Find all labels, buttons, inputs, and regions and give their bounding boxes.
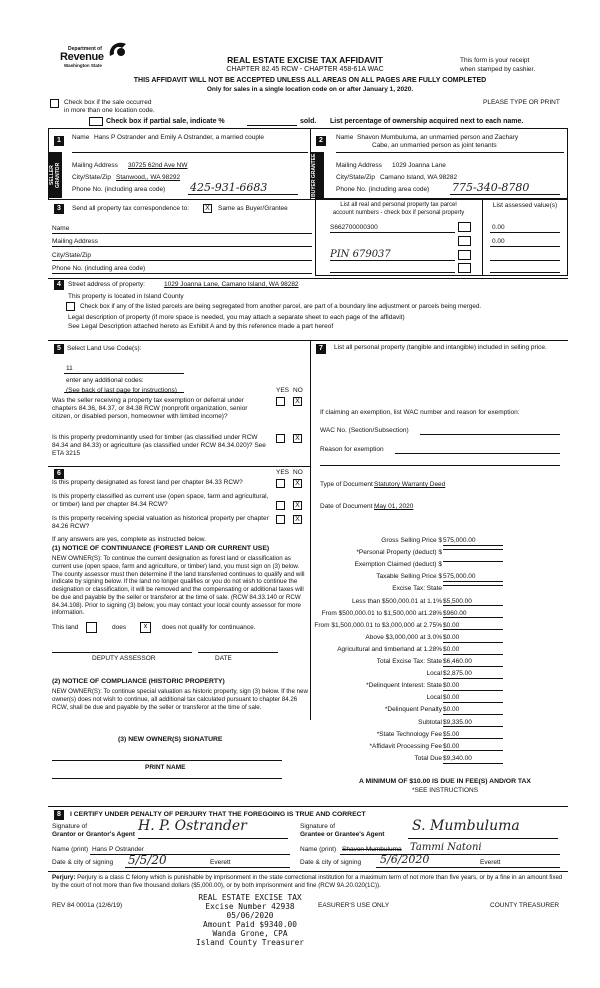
s5-q2-yes[interactable] — [276, 434, 285, 443]
tax-gross-selling-price-label: Gross Selling Price $ — [381, 537, 442, 544]
assessed-value-2[interactable]: 0.00 — [492, 238, 505, 245]
section-5-number: 5 — [54, 344, 64, 354]
column-divider — [310, 340, 311, 720]
s5-q1-yes[interactable] — [276, 397, 285, 406]
section-8-number: 8 — [54, 810, 64, 820]
doc-type-label: Type of Document — [320, 481, 373, 488]
tax-exemption-claimed-label: Exemption Claimed (deduct) $ — [354, 561, 442, 569]
certify-statement: I CERTIFY UNDER PENALTY OF PERJURY THAT THE FOREGOING IS TRUE AND CORRECT — [70, 811, 366, 818]
treasurer-stamp — [180, 894, 320, 948]
tax-bracket-2-label: From $500,000.01 to $1,500,000 at1.28% — [321, 609, 442, 617]
stamp-line: Excise Number 42938 — [205, 901, 295, 911]
grantee-name-print[interactable]: Tammi Natoni — [410, 842, 482, 853]
section-6-line — [48, 466, 310, 467]
tax-excise-state-header-label: Excise Tax: State — [392, 585, 442, 593]
grantor-city[interactable]: Everett — [210, 859, 231, 866]
see-legal-description: See Legal Description attached hereto as Exhibit A and by this reference made a part hereof — [68, 323, 334, 330]
s6-no-header: NO — [293, 469, 303, 476]
revenue-logo — [60, 38, 130, 70]
buyer-side-label: BUYER GRANTEE — [311, 152, 324, 198]
logo-word: Revenue — [60, 51, 104, 63]
grantor-signature[interactable]: H. P. Ostrander — [138, 818, 247, 834]
tax-total-excise-state-label: Total Excise Tax: State — [376, 658, 442, 665]
partial-sale-line[interactable] — [247, 125, 297, 126]
section-6-number: 6 — [54, 469, 64, 479]
tax-bracket-3-value[interactable]: $0.00 — [443, 622, 503, 631]
grantor-sig-label-1: Signature of — [52, 823, 88, 830]
does-not-label: does not qualify for continuance. — [162, 624, 256, 631]
s6-yes-header: YES — [276, 469, 290, 476]
tax-subtotal-label: Subtotal — [418, 718, 442, 726]
tax-bracket-3-label: From $1,500,000.01 to $3,000,000 at 2.75% — [314, 621, 442, 629]
personal-property-checkbox-3[interactable] — [458, 250, 471, 260]
seller-name[interactable]: Hans P Ostrander and Emily A Ostrander, a married couple — [94, 134, 265, 141]
s5-q1-no[interactable]: X — [293, 397, 302, 406]
seller-city-label: City/State/Zip — [72, 174, 112, 181]
s6-q2-no[interactable]: X — [293, 501, 302, 510]
same-as-buyer-checkbox[interactable]: X — [203, 204, 212, 213]
grantor-name-print-label: Name (print) — [52, 846, 89, 853]
grantee-city[interactable]: Everett — [480, 859, 501, 866]
exemption-claim-label: If claiming an exemption, list WAC number and reason for exemption: — [320, 409, 520, 416]
send-correspondence-label: Send all property tax correspondence to: — [72, 205, 190, 212]
tax-taxable-selling-price-label: Taxable Selling Price $ — [376, 573, 442, 581]
tax-agricultural-label: Agricultural and timberland at 1.28% — [337, 645, 442, 653]
land-use-label: Select Land Use Code(s): — [67, 345, 142, 352]
buyer-city-label: City/State/Zip — [336, 174, 376, 181]
tax-total-due-value[interactable]: $9,340.00 — [443, 755, 503, 764]
tax-delinquent-penalty-value[interactable]: $0.00 — [443, 706, 503, 715]
seller-mailing-label: Mailing Address — [72, 162, 118, 169]
s6-q3-no[interactable]: X — [293, 515, 302, 524]
multi-location-checkbox[interactable] — [50, 99, 59, 108]
tax-delinquent-local-label: Local — [426, 694, 442, 702]
tax-delinquent-interest-value[interactable]: $0.00 — [443, 682, 503, 691]
s3-name-label: Name — [52, 225, 70, 232]
does-checkbox[interactable] — [86, 622, 97, 633]
s3-city-label: City/State/Zip — [52, 252, 92, 259]
buyer-name-2[interactable]: Cabe, an unmarried person as joint tenants — [372, 142, 497, 149]
additional-codes-label: enter any additional codes: — [66, 377, 144, 384]
s3-mailing-label: Mailing Address — [52, 238, 98, 245]
parcel-number-1[interactable]: S662700000300 — [330, 224, 378, 231]
minimum-due: A MINIMUM OF $10.00 IS DUE IN FEE(S) AND/OR TAX — [359, 778, 531, 785]
sold-label: sold. — [300, 118, 317, 125]
see-back-label: (See back of last page for instructions) — [66, 387, 177, 394]
s6-q1-no[interactable]: X — [293, 479, 302, 488]
parcel-number-2[interactable]: PIN 679037 — [330, 249, 391, 260]
seller-phone-label: Phone No. (including area code) — [72, 186, 166, 193]
warning-1: THIS AFFIDAVIT WILL NOT BE ACCEPTED UNLESS ALL AREAS ON ALL PAGES ARE FULLY COMPLETED — [133, 77, 487, 84]
partial-sale-label: Check box if partial sale, indicate % — [106, 118, 225, 125]
assessed-header: List assessed value(s) — [492, 202, 558, 209]
perjury-label: Perjury: — [52, 874, 76, 881]
grantor-name-print[interactable]: Hans P Ostrander — [92, 846, 144, 853]
new-owner-signature-label: (3) NEW OWNER(S) SIGNATURE — [118, 736, 223, 743]
buyer-city[interactable]: Camano Island, WA 98282 — [380, 174, 458, 181]
s6-q3-yes[interactable] — [276, 515, 285, 524]
section-4-number: 4 — [54, 280, 64, 290]
s6-q2: Is this property classified as current use (open space, farm and agricultural, or timber) land per chapter 84.34 RCW? — [52, 493, 269, 508]
s5-q2-no[interactable]: X — [293, 434, 302, 443]
tax-total-due-label: Total Due — [414, 754, 442, 762]
grantor-sig-label-2: Grantor or Grantor's Agent — [52, 831, 135, 838]
notice-compliance-title: (2) NOTICE OF COMPLIANCE (HISTORIC PROPERTY) — [52, 678, 225, 685]
parcel-header-1: List all real and personal property tax parcel — [340, 202, 457, 208]
parcel-header-2: account numbers - check box if personal property — [332, 210, 465, 216]
stamp-line: Island County Treasurer — [196, 937, 304, 947]
perjury-block — [52, 874, 564, 890]
notice-compliance-text: NEW OWNER(S): To continue special valuation as historic property, sign (3) below. If the new owner(s) does not wish to continue, all additional tax calculated pursuant to chapter 84.26 RCW, shall be due and payable by the seller or transferor at the time of sale. — [52, 688, 308, 711]
buyer-mailing[interactable]: 1029 Joanna Lane — [392, 162, 446, 169]
stamp-line: Amount Paid $9340.00 — [203, 919, 297, 929]
see-instructions: *SEE INSTRUCTIONS — [411, 787, 479, 794]
section-1-number: 1 — [54, 136, 64, 146]
tax-delinquent-local-value[interactable]: $0.00 — [443, 694, 503, 703]
notice-continuance-title: (1) NOTICE OF CONTINUANCE (FOREST LAND OR CURRENT USE) — [52, 545, 270, 552]
property-located: This property is located in Island County — [68, 293, 184, 300]
tax-bracket-1-label: Less than $500,000.01 at 1.1% — [352, 597, 442, 605]
buyer-mailing-label: Mailing Address — [336, 162, 382, 169]
personal-property-label: List all personal property (tangible and intangible) included in selling price. — [334, 344, 547, 351]
doc-date-label: Date of Document — [320, 503, 373, 510]
logo-line-3: Washington State — [64, 63, 102, 68]
personal-property-checkbox-1[interactable] — [458, 222, 471, 232]
tax-technology-fee-value[interactable]: $5.00 — [443, 731, 503, 740]
grantee-name-print-label: Name (print) — [300, 846, 337, 853]
seller-mailing[interactable]: 30725 62nd Ave NW — [128, 162, 188, 169]
tax-taxable-selling-price-value[interactable]: 575,000.00 — [443, 573, 503, 582]
perjury-text: Perjury is a class C felony which is punishable by imprisonment in the state correctional institution for a maximum term of not more than five years, or by a fine in an amount fixed by the court of not more than five thousand dollars ($5,000.00), or by both imprisonment and fine (RCW 9A.20.020(1C)). — [52, 874, 563, 889]
section-3-number: 3 — [54, 204, 64, 214]
stamp-line: Wanda Grone, CPA — [212, 928, 288, 938]
buyer-phone-label: Phone No. (including area code) — [336, 186, 430, 193]
tax-exemption-claimed-value[interactable] — [443, 561, 503, 562]
segregated-checkbox[interactable] — [66, 302, 75, 311]
s6-q3: Is this property receiving special valuation as historical property per chapter 84.26 RCW? — [52, 515, 269, 530]
tax-subtotal-value[interactable]: $9,335.00 — [443, 719, 503, 728]
tax-excise-state-header-value[interactable] — [443, 585, 503, 586]
print-name-label: PRINT NAME — [145, 764, 186, 771]
land-use-code[interactable]: 11 — [66, 365, 73, 372]
type-or-print: PLEASE TYPE OR PRINT — [483, 99, 560, 106]
this-land-label: This land — [52, 624, 79, 631]
s6-q1-yes[interactable] — [276, 479, 285, 488]
segregated-label: Check box if any of the listed parcels are being segregated from another parcel, are part of a boundary line adjustment or parcels being merged. — [80, 303, 482, 310]
s3-phone-label: Phone No. (including area code) — [52, 265, 146, 272]
s5-no-header: NO — [293, 387, 303, 394]
seller-city[interactable]: Stanwood,, WA 98292 — [116, 174, 181, 181]
grantee-signature[interactable]: S. Mumbuluma — [412, 818, 520, 834]
street-address[interactable]: 1029 Joanna Lane, Camano Island, WA 98282 — [164, 281, 299, 288]
does-not-checkbox[interactable]: x — [140, 622, 151, 633]
tax-bracket-1-value[interactable]: $5,500.00 — [443, 598, 503, 607]
date-label: DATE — [215, 655, 232, 662]
doc-type[interactable]: Statutory Warranty Deed — [374, 481, 446, 488]
assessed-value-1[interactable]: 0.00 — [492, 224, 505, 231]
tax-bracket-4-label: Above $3,000,000 at 3.0% — [365, 633, 442, 641]
warning-2: Only for sales in a single location code on or after January 1, 2020. — [206, 86, 414, 93]
s6-q1: Is this property designated as forest land per chapter 84.33 RCW? — [52, 479, 243, 486]
legal-description-label: Legal description of property (if more space is needed, you may attach a separate sheet to each page of the affidavit) — [68, 314, 405, 321]
any-yes-note: If any answers are yes, complete as instructed below. — [52, 536, 206, 543]
receipt-note-2: when stamped by cashier. — [460, 66, 536, 73]
tax-delinquent-penalty-label: *Delinquent Penalty — [384, 706, 442, 714]
receipt-note-1: This form is your receipt — [460, 57, 530, 64]
seller-name-label: Name — [72, 134, 90, 141]
s5-q1: Was the seller receiving a property tax exemption or deferral under chapters 84.36, 84.37, or 84.38 RCW (nonprofit organization, senior citizen, or disabled person, homeowner with limited income)? — [52, 397, 248, 420]
tax-bracket-4-value[interactable]: $0.00 — [443, 634, 503, 643]
tax-agricultural-value[interactable]: $0.00 — [443, 646, 503, 655]
tax-affidavit-fee-value[interactable]: $0.00 — [443, 743, 503, 752]
stamp-line: REAL ESTATE EXCISE TAX — [198, 893, 302, 902]
grantee-date[interactable]: 5/6/2020 — [380, 853, 430, 866]
treasurer-use-only: EASURER'S USE ONLY — [318, 902, 390, 909]
multi-location-label-2: in more than one location code. — [64, 107, 155, 114]
personal-property-checkbox-2[interactable] — [458, 236, 471, 246]
partial-sale-checkbox[interactable] — [89, 117, 103, 126]
tax-affidavit-fee-label: *Affidavit Processing Fee — [369, 742, 442, 750]
does-label: does — [112, 624, 127, 631]
notice-continuance-text: NEW OWNER(S): To continue the current designation as forest land or classification as current use (open space, farm and agriculture, or timber) land, you must sign on (3) below. The county assessor must then determine if the land transferred continues to qualify and will indicate by signing below. If the land no longer qualifies or you do not wish to continue the designation or classification, it will be removed and the compensating or additional taxes will be due and payable by the seller or transferor at the time of sale. (RCW 84.33.140 or RCW 84.34.108). Prior to signing (3) below, you may contact your local county assessor for more information. — [52, 555, 305, 617]
grantee-name-struck[interactable]: Shavon Mumbuluma — [342, 846, 402, 853]
deputy-assessor-label: DEPUTY ASSESSOR — [92, 655, 156, 662]
tax-total-excise-state-value[interactable]: $6,460.00 — [443, 658, 503, 667]
grantor-date-city-label: Date & city of signing — [52, 859, 114, 866]
tax-gross-selling-price-value[interactable]: 575,000.00 — [443, 537, 503, 546]
tax-local-label: Local — [426, 670, 442, 678]
s6-q2-yes[interactable] — [276, 501, 285, 510]
buyer-phone[interactable]: 775-340-8780 — [452, 181, 530, 194]
buyer-name-1[interactable]: Shavon Mumbuluma, an unmarried person and Zachary — [357, 134, 519, 141]
personal-property-checkbox-4[interactable] — [458, 263, 471, 273]
grantor-date[interactable]: 5/5/20 — [128, 853, 167, 867]
section-5-7-top-line — [48, 340, 568, 341]
tax-technology-fee-label: *State Technology Fee — [376, 730, 442, 738]
section-2-number: 2 — [316, 136, 326, 146]
grantee-sig-label-2: Grantee or Grantee's Agent — [300, 831, 385, 838]
multi-location-label-1: Check box if the sale occurred — [64, 99, 152, 106]
grantee-sig-label-1: Signature of — [300, 823, 336, 830]
doc-date[interactable]: May 01, 2020 — [374, 503, 414, 510]
section-7-number: 7 — [316, 344, 326, 354]
seller-phone[interactable]: 425-931-6683 — [190, 181, 268, 194]
stamp-line: 05/06/2020 — [226, 910, 274, 920]
form-title: REAL ESTATE EXCISE TAX AFFIDAVIT — [227, 55, 383, 65]
tax-bracket-2-value[interactable]: $960.00 — [443, 610, 503, 619]
reason-label: Reason for exemption — [320, 446, 384, 453]
buyer-name-label: Name — [336, 134, 354, 141]
tax-delinquent-interest-label: *Delinquent Interest: State — [366, 682, 442, 690]
list-percentage: List percentage of ownership acquired next to each name. — [330, 118, 524, 125]
s5-q2: Is this property predominantly used for timber (as classified under RCW 84.34 and 84.33) or agriculture (as classified under RCW 84.34.020)? See ETA 3215 — [52, 434, 266, 457]
logo-line-1: Department of — [68, 46, 102, 52]
county-treasurer: COUNTY TREASURER — [490, 902, 560, 909]
same-as-buyer-label: Same as Buyer/Grantee — [218, 205, 288, 212]
form-id: REV 84 0001a (12/6/19) — [52, 902, 123, 909]
tax-personal-property-value[interactable] — [443, 549, 503, 550]
tax-local-value[interactable]: $2,875.00 — [443, 670, 503, 679]
seller-side-label: SELLER GRANTOR — [49, 152, 62, 198]
parcel-divider — [482, 198, 483, 276]
s5-yes-header: YES — [276, 387, 290, 394]
tax-personal-property-label: *Personal Property (deduct) $ — [356, 549, 442, 557]
street-address-label: Street address of property: — [68, 281, 145, 288]
grantee-date-city-label: Date & city of signing — [300, 859, 362, 866]
form-subtitle: CHAPTER 82.45 RCW - CHAPTER 458-61A WAC — [226, 66, 384, 73]
wac-label: WAC No. (Section/Subsection) — [320, 427, 409, 434]
revenue-swoosh-icon — [106, 40, 130, 60]
